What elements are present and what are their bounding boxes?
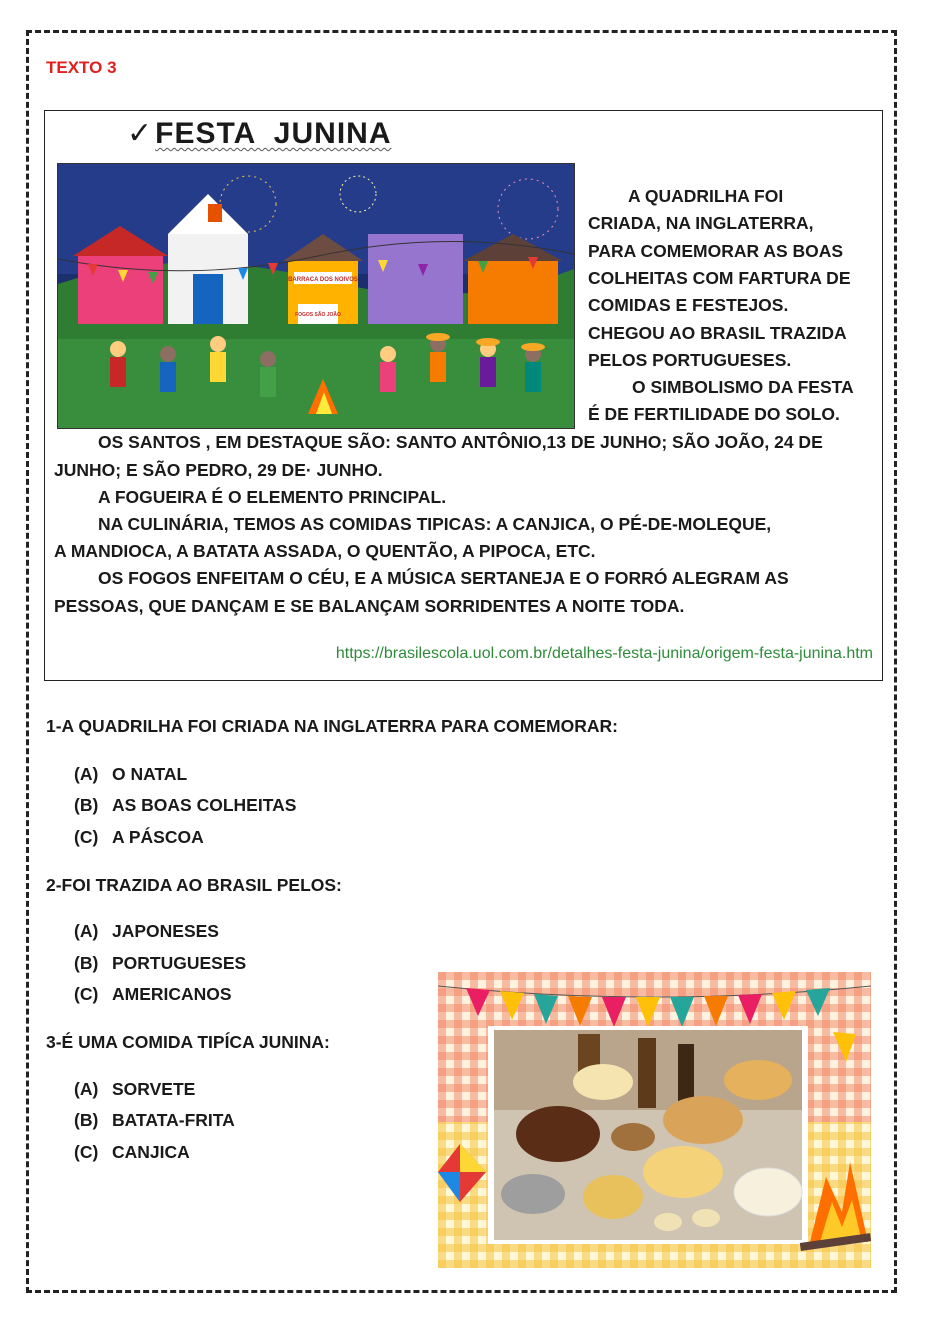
text-line: JUNHO; E SÃO PEDRO, 29 DE· JUNHO. <box>54 460 383 480</box>
option-text: O NATAL <box>112 764 188 784</box>
option-text: CANJICA <box>112 1142 190 1162</box>
option-letter: (C) <box>74 984 99 1004</box>
question-1-option-b[interactable] <box>74 795 296 816</box>
text-line: A FOGUEIRA É O ELEMENTO PRINCIPAL. <box>98 487 447 507</box>
question-2-option-c[interactable] <box>74 984 232 1005</box>
option-text: PORTUGUESES <box>112 953 247 973</box>
text-label: TEXTO 3 <box>46 58 117 77</box>
text-line: É DE FERTILIDADE DO SOLO. <box>588 404 840 424</box>
text-line: A MANDIOCA, A BATATA ASSADA, O QUENTÃO, A PIPOCA, ETC. <box>54 541 596 561</box>
question-3: 3-É UMA COMIDA TIPÍCA JUNINA: <box>46 1032 330 1052</box>
option-letter: (B) <box>74 795 99 815</box>
text-line: O SIMBOLISMO DA FESTA <box>632 377 854 397</box>
festa-painting <box>57 163 575 429</box>
option-letter: (A) <box>74 921 99 941</box>
title-text: FESTA JUNINA <box>155 117 392 150</box>
food-table-image <box>438 972 871 1268</box>
question-1-option-a[interactable] <box>74 764 187 785</box>
text-line: COMIDAS E FESTEJOS. <box>588 295 789 315</box>
question-3-option-b[interactable] <box>74 1110 235 1131</box>
question-3-option-c[interactable] <box>74 1142 190 1163</box>
source-link[interactable]: https://brasilescola.uol.com.br/detalhes-festa-junina/origem-festa-junina.htm <box>335 645 873 662</box>
checkmark-icon: ✓ <box>127 117 154 150</box>
option-letter: (C) <box>74 827 99 847</box>
option-letter: (B) <box>74 1110 99 1130</box>
food-table-illustration <box>438 972 871 1268</box>
text-line: A QUADRILHA FOI <box>628 186 784 206</box>
text-line: OS SANTOS , EM DESTAQUE SÃO: SANTO ANTÔNIO,13 DE JUNHO; SÃO JOÃO, 24 DE <box>98 432 823 452</box>
option-letter: (A) <box>74 764 99 784</box>
option-text: AS BOAS COLHEITAS <box>112 795 297 815</box>
option-text: JAPONESES <box>112 921 219 941</box>
text-line: CRIADA, NA INGLATERRA, <box>588 213 814 233</box>
text-line: COLHEITAS COM FARTURA DE <box>588 268 851 288</box>
text-line: NA CULINÁRIA, TEMOS AS COMIDAS TIPICAS: A CANJICA, O PÉ-DE-MOLEQUE, <box>98 514 772 534</box>
option-text: A PÁSCOA <box>112 827 204 847</box>
option-text: SORVETE <box>112 1079 196 1099</box>
fireworks-sign-text: FOGOS SÃO JOÃO <box>295 312 341 318</box>
option-text: AMERICANOS <box>112 984 232 1004</box>
question-1-option-c[interactable] <box>74 827 204 848</box>
festa-painting-illustration <box>58 164 574 428</box>
text-line: CHEGOU AO BRASIL TRAZIDA <box>588 323 847 343</box>
question-2-option-b[interactable] <box>74 953 246 974</box>
text-line: PELOS PORTUGUESES. <box>588 350 792 370</box>
question-2: 2-FOI TRAZIDA AO BRASIL PELOS: <box>46 875 342 895</box>
option-letter: (A) <box>74 1079 99 1099</box>
text-line: OS FOGOS ENFEITAM O CÉU, E A MÚSICA SERTANEJA E O FORRÓ ALEGRAM AS <box>98 568 789 588</box>
option-letter: (C) <box>74 1142 99 1162</box>
question-1: 1-A QUADRILHA FOI CRIADA NA INGLATERRA PARA COMEMORAR: <box>46 716 618 736</box>
question-3-option-a[interactable] <box>74 1079 195 1100</box>
question-2-option-a[interactable] <box>74 921 219 942</box>
booth-banner-text: BARRACA DOS NOIVOS <box>288 277 358 283</box>
text-line: PESSOAS, QUE DANÇAM E SE BALANÇAM SORRIDENTES A NOITE TODA. <box>54 596 685 616</box>
option-text: BATATA-FRITA <box>112 1110 235 1130</box>
option-letter: (B) <box>74 953 99 973</box>
text-line: PARA COMEMORAR AS BOAS <box>588 241 844 261</box>
page-title <box>127 116 392 151</box>
